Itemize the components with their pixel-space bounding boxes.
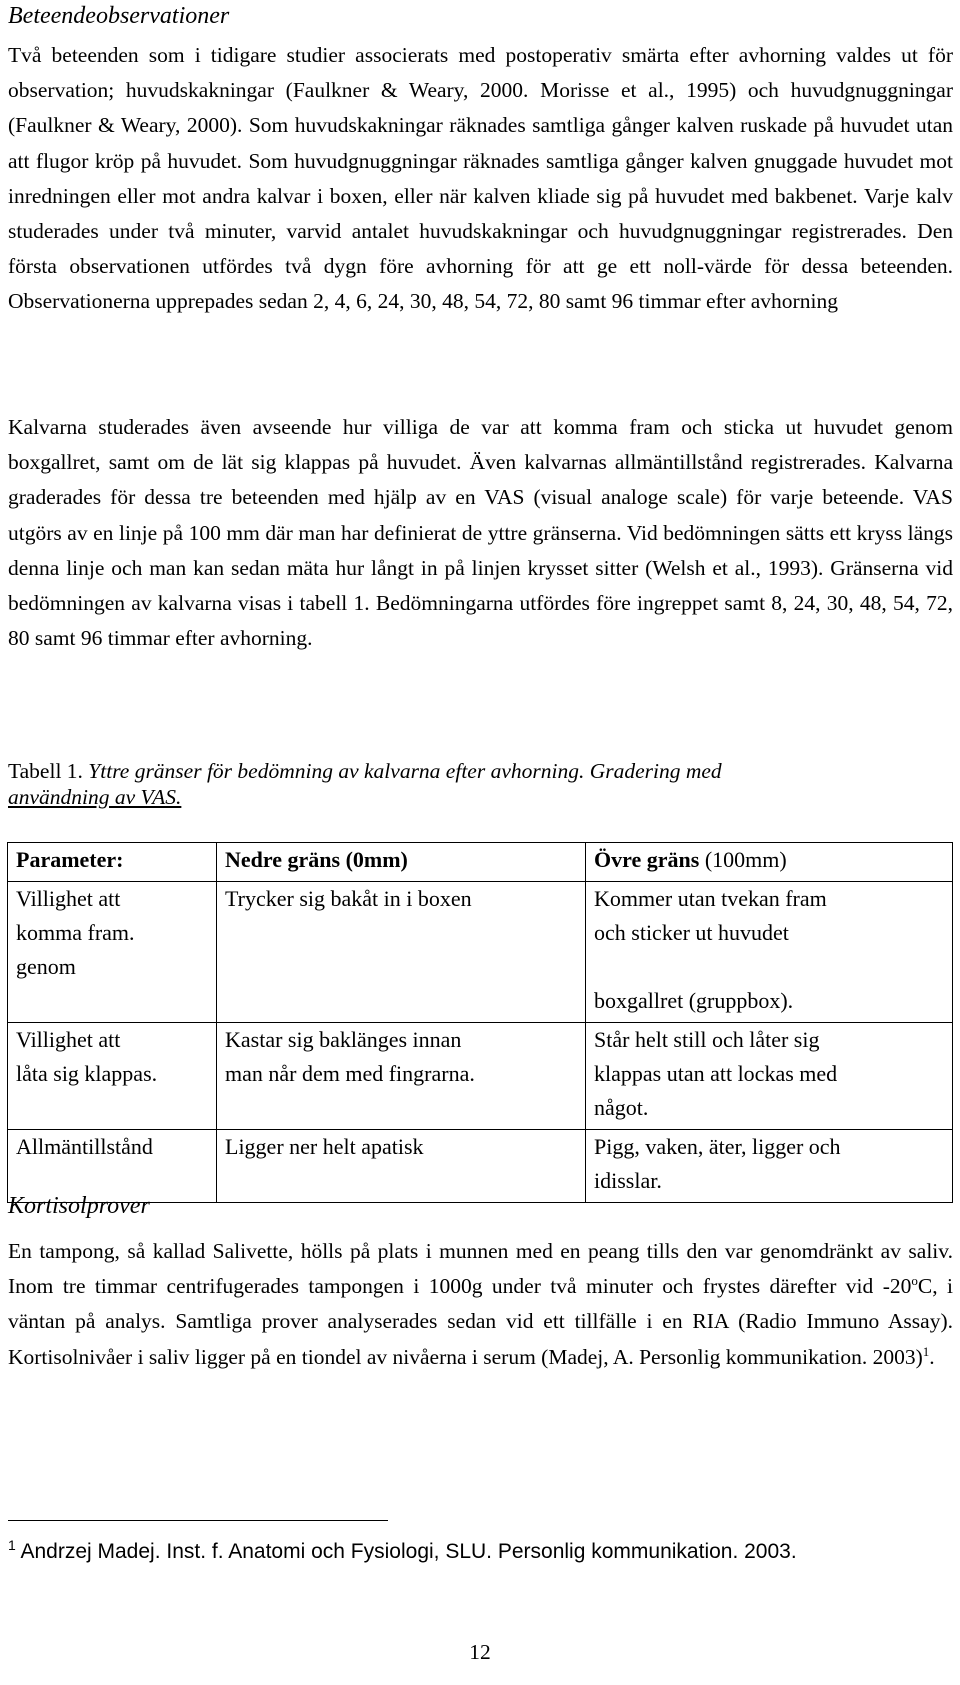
page-number: 12	[469, 1640, 491, 1664]
section-heading-cortisol: Kortisolprover	[8, 1193, 150, 1219]
table-row	[8, 882, 953, 1023]
header-lower-bound: Nedre gräns (0mm)	[217, 843, 586, 882]
table-cell: Villighet att låta sig klappas.	[8, 1023, 217, 1130]
behavior-paragraph-1: Två beteenden som i tidigare studier associerats med postoperativ smärta efter avhorning valdes ut för observation; huvudskakningar (Faulkner & Weary, 2000. Morisse et al., 1995) och huvudgnuggningar (Faulkner & Weary, 2000). Som huvudskakningar räknades samtliga gånger kalven ruskade på huvudet utan att flugor kröp på huvudet. Som huvudgnuggningar räknades samtliga gånger kalven gnuggade huvudet mot inredningen eller mot andra kalvar i boxen, eller när kalven kliade sig på huvudet med bakbenet. Varje kalv studerades under två minuter, varvid antalet huvudskakningar och huvudgnuggningar registrerades. Den första observationen utfördes två dygn före avhorning för att ge ett noll-värde för dessa beteenden. Observationerna upprepades sedan 2, 4, 6, 24, 30, 48, 54, 72, 80 samt 96 timmar efter avhorning	[8, 43, 953, 314]
table-cell: Kastar sig baklänges innan man når dem med fingrarna.	[217, 1023, 586, 1130]
table-caption-label: Tabell 1.	[8, 759, 83, 783]
behavior-paragraph-2: Kalvarna studerades även avseende hur villiga de var att komma fram och sticka ut huvudet genom boxgallret, samt om de lät sig klappas på huvudet. Även kalvarnas allmäntillstånd registrerades. Kalvarna graderades för dessa tre beteenden med hjälp av en VAS (visual analoge scale) för varje beteende. VAS utgörs av en linje på 100 mm där man har definierat de yttre gränserna. Vid bedömningen sätts ett kryss längs denna linje och man kan sedan mäta hur långt in på linjen krysset sitter (Welsh et al., 1993). Gränserna vid bedömningen av kalvarna visas i tabell 1. Bedömningarna utfördes före ingreppet samt 8, 24, 30, 48, 54, 72, 80 samt 96 timmar efter avhorning.	[8, 415, 953, 651]
table-caption	[8, 758, 953, 810]
footnote-number: 1	[8, 1537, 16, 1553]
table-cell: Trycker sig bakåt in i boxen	[217, 882, 586, 1023]
table-cell: Kommer utan tvekan fram och sticker ut huvudet boxgallret (gruppbox).	[586, 882, 953, 1023]
footnote-divider	[8, 1520, 388, 1521]
table-caption-text-2: användning av VAS.	[8, 785, 182, 809]
table-header-row	[8, 843, 953, 882]
section-heading-behavior: Beteendeobservationer	[8, 3, 230, 29]
table-caption-text: Yttre gränser för bedömning av kalvarna efter avhorning. Gradering med	[88, 759, 722, 783]
table-cell: Ligger ner helt apatisk	[217, 1130, 586, 1203]
table-cell: Allmäntillstånd	[8, 1130, 217, 1203]
degree-superscript: o	[911, 1273, 918, 1289]
table-cell: Pigg, vaken, äter, ligger och idisslar.	[586, 1130, 953, 1203]
table-cell: Står helt still och låter sig klappas utan att lockas med något.	[586, 1023, 953, 1130]
footnote-text: Andrzej Madej. Inst. f. Anatomi och Fysiologi, SLU. Personlig kommunikation. 2003.	[15, 1540, 797, 1563]
table-cell: Villighet att komma fram. genom	[8, 882, 217, 1023]
header-upper-bound: Övre gräns (100mm)	[586, 843, 953, 882]
table-row	[8, 1023, 953, 1130]
cortisol-paragraph: En tampong, så kallad Salivette, hölls på plats i munnen med en peang tills den var genomdränkt av saliv. Inom tre timmar centrifugerades tampongen i 1000g under två minuter och frystes därefter vid -20$^o$C, i väntan på analys. Samtliga prover analyserades sedan vid ett tillfälle i en RIA (Radio Immuno Assay). Kortisolnivåer i saliv ligger på en tiondel av nivåerna i serum (Madej, A. Personlig kommunikation. 2003)$^1$.	[8, 1239, 953, 1369]
header-parameter: Parameter:	[8, 843, 217, 882]
footnote	[8, 1535, 953, 1569]
vas-table	[7, 842, 953, 1203]
footnote-reference[interactable]: 1	[922, 1343, 930, 1359]
